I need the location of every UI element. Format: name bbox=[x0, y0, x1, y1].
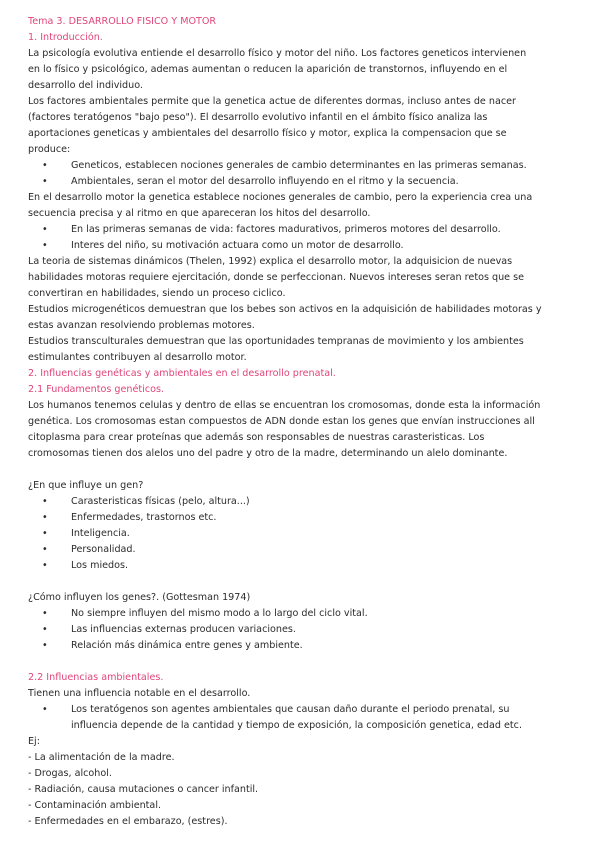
list-item-continuation bbox=[28, 718, 580, 734]
question-2: ¿Cómo influyen los genes?. (Gottesman 1974) bbox=[28, 592, 251, 603]
section-2-2-title: 2.2 Influencias ambientales. bbox=[28, 672, 164, 683]
list-item bbox=[28, 174, 580, 190]
paragraph-line: aportaciones geneticas y ambientales del desarrollo físico y motor, explica la compensacion que se bbox=[28, 128, 507, 139]
paragraph-line: (factores teratógenos "bajo peso"). El desarrollo evolutivo infantil en el ámbito físico analiza las bbox=[28, 112, 488, 123]
bullet-icon: • bbox=[42, 544, 48, 555]
paragraph-line: produce: bbox=[28, 144, 71, 155]
paragraph-line: En el desarrollo motor la genetica establece nociones generales de cambio, pero la experiencia crea una bbox=[28, 192, 533, 203]
list-item-text: Carasteristicas físicas (pelo, altura...) bbox=[71, 496, 250, 507]
list-item-text: Ambientales, seran el motor del desarrollo influyendo en el ritmo y la secuencia. bbox=[71, 176, 459, 187]
section-2-title: 2. Influencias genéticas y ambientales en el desarrollo prenatal. bbox=[28, 368, 336, 379]
list-item bbox=[28, 238, 580, 254]
blank-line bbox=[28, 462, 580, 478]
paragraph-line: convertiran en habilidades, siendo un proceso ciclico. bbox=[28, 288, 286, 299]
bullet-icon: • bbox=[42, 608, 48, 619]
list-item-text: En las primeras semanas de vida: factores madurativos, primeros motores del desarrollo. bbox=[71, 224, 501, 235]
bullet-icon: • bbox=[42, 160, 48, 171]
paragraph-line: Tienen una influencia notable en el desarrollo. bbox=[28, 688, 251, 699]
paragraph-line: en lo físico y psicológico, ademas aumentan o reducen la aparición de transtornos, influyendo en el bbox=[28, 64, 508, 75]
list-item bbox=[28, 526, 580, 542]
example-item: - La alimentación de la madre. bbox=[28, 752, 175, 763]
list-item-text: Interes del niño, su motivación actuara como un motor de desarrollo. bbox=[71, 240, 404, 251]
section-2-1-title: 2.1 Fundamentos genéticos. bbox=[28, 384, 165, 395]
bullet-icon: • bbox=[42, 496, 48, 507]
list-item-text: Las influencias externas producen variaciones. bbox=[71, 624, 296, 635]
list-item bbox=[28, 558, 580, 574]
bullet-icon: • bbox=[42, 512, 48, 523]
list-item bbox=[28, 222, 580, 238]
list-item bbox=[28, 702, 580, 718]
blank-line bbox=[28, 654, 580, 670]
list-item-text: No siempre influyen del mismo modo a lo largo del ciclo vital. bbox=[71, 608, 368, 619]
list-item-text: Inteligencia. bbox=[71, 528, 130, 539]
bullet-icon: • bbox=[42, 224, 48, 235]
blank-line bbox=[28, 574, 580, 590]
bullet-icon: • bbox=[42, 240, 48, 251]
section-1-title: 1. Introducción. bbox=[28, 32, 103, 43]
question-1: ¿En que influye un gen? bbox=[28, 480, 144, 491]
paragraph-line: Los factores ambientales permite que la genetica actue de diferentes dormas, incluso antes de nacer bbox=[28, 96, 516, 107]
bullet-icon: • bbox=[42, 528, 48, 539]
list-item-text: Geneticos, establecen nociones generales de cambio determinantes en las primeras semanas. bbox=[71, 160, 527, 171]
example-item: - Drogas, alcohol. bbox=[28, 768, 112, 779]
list-item-text: influencia depende de la cantidad y tiempo de exposición, la composición genetica, edad etc. bbox=[71, 720, 523, 731]
list-item bbox=[28, 494, 580, 510]
list-item-text: Personalidad. bbox=[71, 544, 136, 555]
paragraph-line: estas avanzan resolviendo problemas motores. bbox=[28, 320, 255, 331]
list-item bbox=[28, 510, 580, 526]
paragraph-line: Los humanos tenemos celulas y dentro de ellas se encuentran los cromosomas, donde esta la información bbox=[28, 400, 541, 411]
paragraph-line: La teoria de sistemas dinámicos (Thelen, 1992) explica el desarrollo motor, la adquisicion de nuevas bbox=[28, 256, 513, 267]
paragraph-line: genética. Los cromosomas estan compuestos de ADN donde estan los genes que envían instrucciones all bbox=[28, 416, 535, 427]
bullet-icon: • bbox=[42, 704, 48, 715]
bullet-icon: • bbox=[42, 640, 48, 651]
list-item-text: Los teratógenos son agentes ambientales que causan daño durante el periodo prenatal, su bbox=[71, 704, 510, 715]
paragraph-line: cromosomas tienen dos alelos uno del padre y otro de la madre, determinando un alelo dominante. bbox=[28, 448, 508, 459]
list-item bbox=[28, 158, 580, 174]
list-item bbox=[28, 542, 580, 558]
paragraph-line: secuencia precisa y al ritmo en que apareceran los hitos del desarrollo. bbox=[28, 208, 371, 219]
bullet-icon: • bbox=[42, 624, 48, 635]
list-item bbox=[28, 606, 580, 622]
example-item: - Radiación, causa mutaciones o cancer infantil. bbox=[28, 784, 259, 795]
paragraph-line: La psicología evolutiva entiende el desarrollo físico y motor del niño. Los factores geneticos intervienen bbox=[28, 48, 527, 59]
list-item bbox=[28, 638, 580, 654]
document-page bbox=[28, 14, 580, 830]
list-item-text: Relación más dinámica entre genes y ambiente. bbox=[71, 640, 303, 651]
list-item-text: Los miedos. bbox=[71, 560, 129, 571]
list-item-text: Enfermedades, trastornos etc. bbox=[71, 512, 217, 523]
example-item: - Contaminación ambiental. bbox=[28, 800, 162, 811]
paragraph-line: citoplasma para crear proteínas que además son responsables de nuestras carasteristicas. Los bbox=[28, 432, 485, 443]
paragraph-line: Estudios transculturales demuestran que las oportunidades tempranas de movimiento y los ambientes bbox=[28, 336, 524, 347]
paragraph-line: habilidades motoras requiere ejercitación, donde se perfeccionan. Nuevos intereses seran retos que se bbox=[28, 272, 525, 283]
bullet-icon: • bbox=[42, 176, 48, 187]
paragraph-line: desarrollo del individuo. bbox=[28, 80, 143, 91]
doc-title: Tema 3. DESARROLLO FISICO Y MOTOR bbox=[28, 16, 217, 27]
bullet-icon: • bbox=[42, 560, 48, 571]
example-label: Ej: bbox=[28, 736, 40, 747]
example-item: - Enfermedades en el embarazo, (estres). bbox=[28, 816, 228, 827]
list-item bbox=[28, 622, 580, 638]
paragraph-line: estimulantes contribuyen al desarrollo motor. bbox=[28, 352, 247, 363]
paragraph-line: Estudios microgenéticos demuestran que los bebes son activos en la adquisición de habilidades motoras y bbox=[28, 304, 542, 315]
